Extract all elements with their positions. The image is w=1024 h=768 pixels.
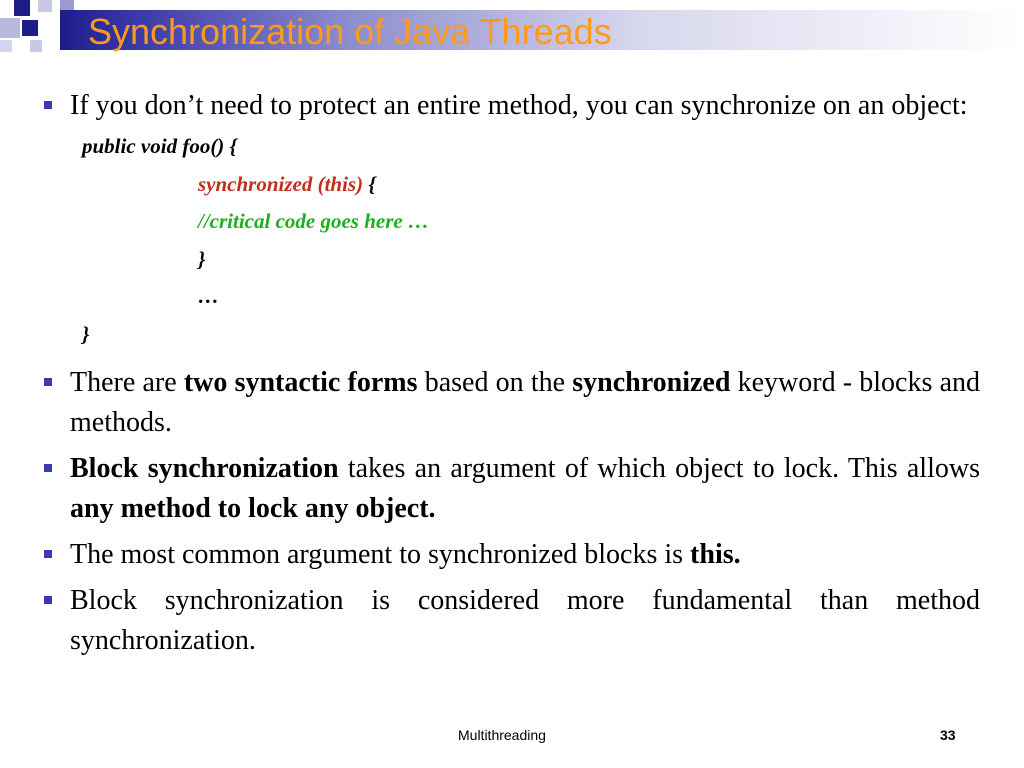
- bold-text: Block synchronization: [70, 453, 339, 484]
- text-run: based on the: [417, 367, 573, 398]
- text-run: keyword - blocks and methods.: [70, 367, 980, 438]
- decor-square: [0, 18, 20, 38]
- footer-label: Multithreading: [458, 727, 546, 743]
- bullet-text: [70, 535, 980, 575]
- bullet-text: If you don’t need to protect an entire method, you can synchronize on an object:: [70, 90, 968, 121]
- page-number: 33: [940, 727, 956, 743]
- text-run: There are: [70, 367, 184, 398]
- code-line: [44, 166, 980, 204]
- decor-square: [22, 20, 38, 36]
- code-comment: //critical code goes here …: [198, 209, 429, 233]
- text-run: takes an argument of which object to lock. This allows: [338, 453, 980, 484]
- decor-square: [0, 40, 12, 52]
- bullet-text: [70, 363, 980, 443]
- code-line: }: [198, 246, 206, 271]
- slide-title: Synchronization of Java Threads: [88, 11, 612, 52]
- bullet-item: [44, 581, 980, 661]
- bullet-text: Block synchronization is considered more fundamental than method synchronization.: [70, 585, 980, 656]
- bold-text: any method to lock any object.: [70, 493, 436, 524]
- text-run: The most common argument to synchronized blocks is: [70, 539, 691, 570]
- bullet-square-icon: [44, 464, 52, 472]
- code-line: }: [82, 321, 90, 346]
- bullet-item: [44, 449, 980, 529]
- code-keyword: synchronized (this): [198, 171, 364, 196]
- bold-text: two syntactic forms: [183, 367, 418, 398]
- code-line: public void foo() {: [82, 134, 237, 158]
- decor-square: [14, 0, 30, 16]
- bold-text: synchronized: [572, 367, 731, 398]
- bullet-item: [44, 363, 980, 443]
- decor-square: [38, 0, 52, 12]
- code-block: [44, 128, 980, 353]
- bold-text: this.: [690, 539, 741, 570]
- bullet-square-icon: [44, 101, 52, 109]
- decor-square: [30, 40, 42, 52]
- slide-content: [44, 86, 980, 661]
- bullet-item: [44, 86, 980, 126]
- code-brace: {: [363, 171, 376, 196]
- bullet-square-icon: [44, 550, 52, 558]
- bullet-text: [70, 449, 980, 529]
- bullet-square-icon: [44, 596, 52, 604]
- bullet-square-icon: [44, 378, 52, 386]
- bullet-item: [44, 535, 980, 575]
- code-line: …: [198, 284, 219, 308]
